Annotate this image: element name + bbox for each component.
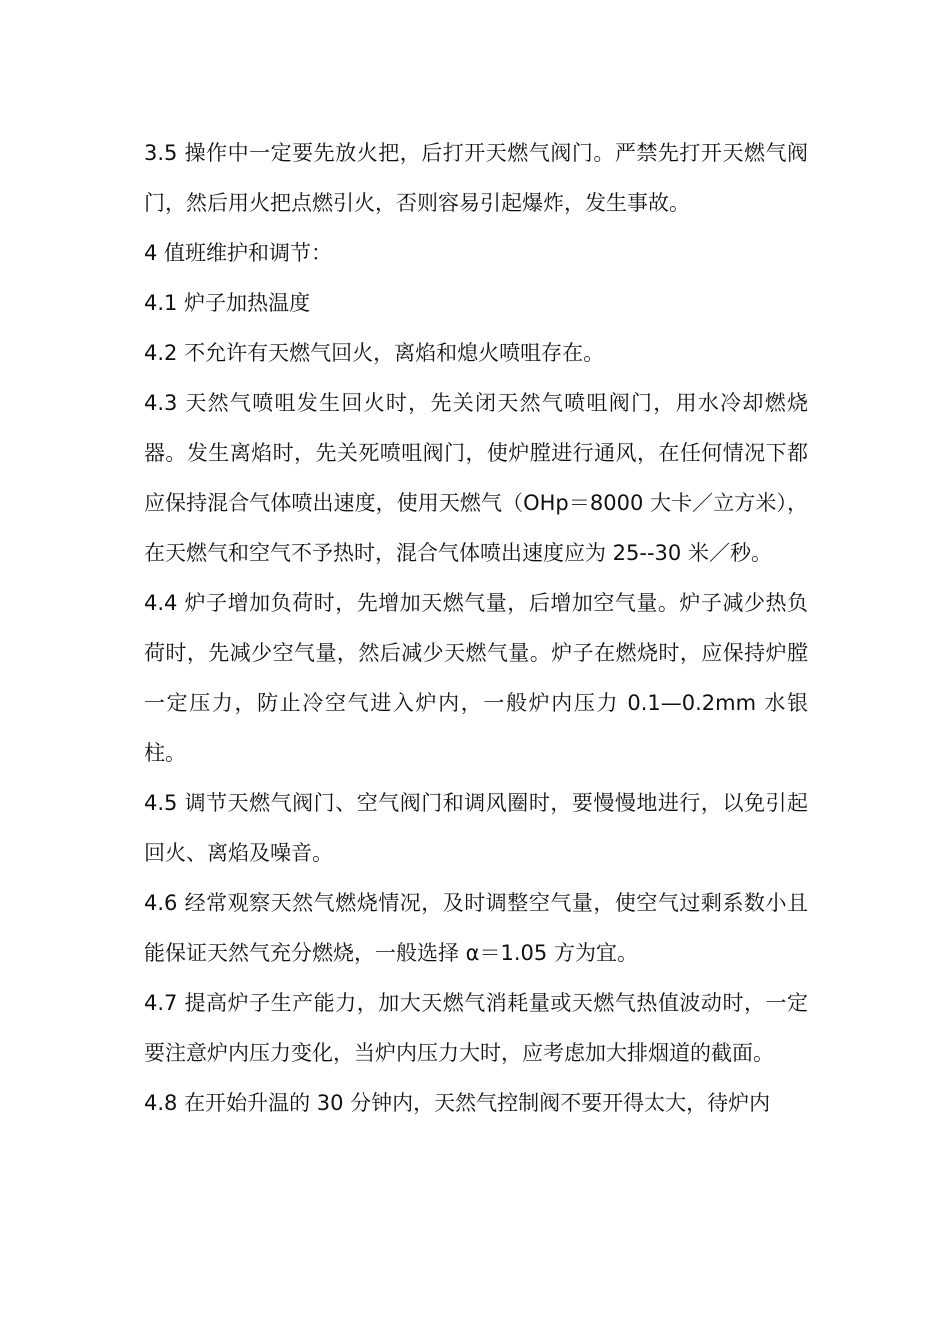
paragraph-4-1: 4.1 炉子加热温度 [144,291,311,315]
paragraph-4-8: 4.8 在开始升温的 30 分钟内，天然气控制阀不要开得太大，待炉内 [144,1091,771,1115]
section-heading-4: 4 值班维护和调节： [144,241,333,265]
paragraph-4-4: 4.4 炉子增加负荷时，先增加天燃气量，后增加空气量。炉子减少热负荷时，先减少空气量，然后减少天燃气量。炉子在燃烧时，应保持炉膛一定压力，防止冷空气进入炉内，一般炉内压力 0.1—0.2mm 水银柱。 [144,591,808,765]
paragraph-4-2: 4.2 不允许有天燃气回火，离焰和熄火喷咀存在。 [144,341,605,365]
paragraph-3-5: 3.5 操作中一定要先放火把，后打开天燃气阀门。严禁先打开天燃气阀门，然后用火把点燃引火，否则容易引起爆炸，发生事故。 [144,141,808,215]
paragraph-4-3: 4.3 天然气喷咀发生回火时，先关闭天然气喷咀阀门，用水冷却燃烧器。发生离焰时，先关死喷咀阀门，使炉膛进行通风，在任何情况下都应保持混合气体喷出速度，使用天燃气（OHp＝8000 大卡／立方米），在天燃气和空气不予热时，混合气体喷出速度应为 25--30 米／秒。 [144,391,808,565]
document-body [144,128,808,1128]
paragraph-4-7: 4.7 提高炉子生产能力，加大天燃气消耗量或天燃气热值波动时，一定要注意炉内压力变化，当炉内压力大时，应考虑加大排烟道的截面。 [144,991,808,1065]
paragraph-4-5: 4.5 调节天燃气阀门、空气阀门和调风圈时，要慢慢地进行，以免引起回火、离焰及噪音。 [144,791,808,865]
paragraph-4-6: 4.6 经常观察天然气燃烧情况，及时调整空气量，使空气过剩系数小且能保证天然气充分燃烧，一般选择 α＝1.05 方为宜。 [144,891,808,965]
